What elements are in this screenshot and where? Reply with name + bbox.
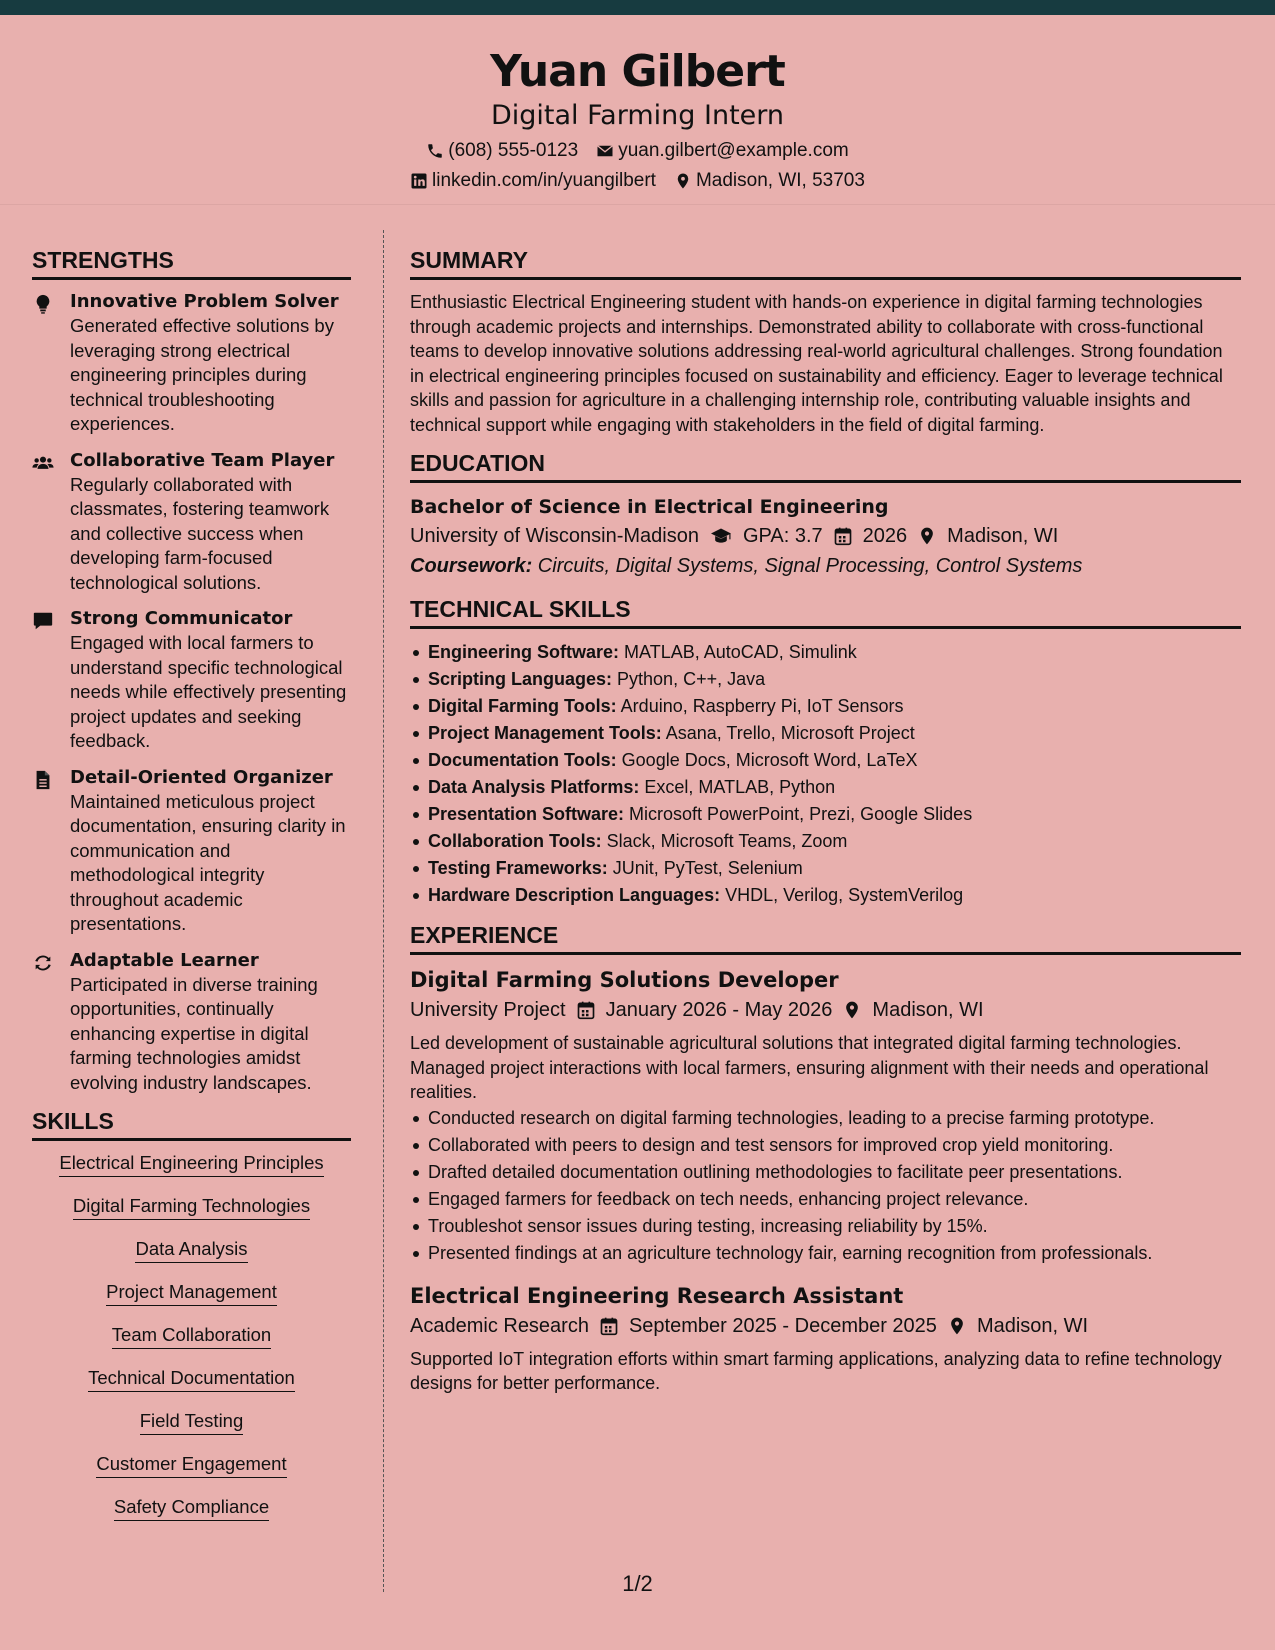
skill-tag: Team Collaboration — [112, 1323, 271, 1349]
list-item: Testing Frameworks: JUnit, PyTest, Selenium — [410, 855, 1241, 882]
job-dates: September 2025 - December 2025 — [628, 1314, 937, 1337]
phone-number: (608) 555-0123 — [448, 140, 579, 161]
linkedin-contact — [410, 169, 656, 193]
job-title: Digital Farming Solutions Developer — [410, 968, 839, 992]
job-meta — [410, 1311, 1241, 1341]
skills-list — [32, 1151, 351, 1538]
sync-icon — [32, 952, 54, 974]
education-heading: EDUCATION — [410, 449, 1241, 483]
linkedin-icon — [410, 172, 428, 190]
job-location: Madison, WI — [976, 1314, 1089, 1337]
strength-item — [32, 949, 351, 1096]
skill-tag: Data Analysis — [135, 1237, 247, 1263]
strength-item — [32, 449, 351, 596]
page-number: 1/2 — [622, 1571, 653, 1596]
job-organization: Academic Research — [410, 1314, 589, 1337]
graduation-year: 2026 — [862, 525, 908, 547]
summary-heading: SUMMARY — [410, 246, 1241, 280]
column-divider — [383, 230, 384, 1592]
strength-description: Engaged with local farmers to understand specific technological needs while effectively presenting project updates and seeking feedback. — [70, 632, 347, 751]
location-text: Madison, WI, 53703 — [695, 170, 865, 191]
strength-title: Collaborative Team Player — [70, 449, 335, 471]
experience-entry — [410, 965, 1241, 1267]
job-description: Supported IoT integration efforts within smart farming applications, analyzing data to refine technology designs for better performance. — [410, 1348, 1222, 1393]
skills-heading: SKILLS — [32, 1107, 351, 1141]
list-item: Presentation Software: Microsoft PowerPoint, Prezi, Google Slides — [410, 801, 1241, 828]
location-contact — [674, 169, 865, 193]
contact-row-1 — [0, 139, 1275, 163]
comment-icon — [32, 610, 54, 632]
left-column — [32, 246, 351, 1538]
skill-tag: Customer Engagement — [96, 1452, 286, 1478]
technical-skills-list — [410, 639, 1241, 909]
right-column — [410, 246, 1241, 1410]
list-item: Engineering Software: MATLAB, AutoCAD, Simulink — [410, 639, 1241, 666]
email-contact — [596, 139, 849, 163]
calendar-icon — [599, 1316, 619, 1336]
list-item: Troubleshot sensor issues during testing, increasing reliability by 15%. — [410, 1213, 1241, 1240]
job-title: Electrical Engineering Research Assistant — [410, 1283, 904, 1308]
phone-icon — [426, 142, 444, 160]
skill-tag: Technical Documentation — [88, 1366, 295, 1392]
skill-tag: Safety Compliance — [114, 1495, 269, 1521]
list-item: Data Analysis Platforms: Excel, MATLAB, Python — [410, 774, 1241, 801]
map-marker-icon — [947, 1316, 967, 1336]
strength-title: Detail-Oriented Organizer — [70, 766, 333, 788]
lightbulb-icon — [32, 293, 54, 315]
map-marker-icon — [917, 526, 937, 546]
map-marker-icon — [842, 1000, 862, 1020]
list-item: Presented findings at an agriculture technology fair, earning recognition from professionals. — [410, 1240, 1241, 1267]
experience-entry — [410, 1281, 1241, 1396]
list-item: Collaboration Tools: Slack, Microsoft Teams, Zoom — [410, 828, 1241, 855]
education-meta — [410, 521, 1241, 551]
experience-heading: EXPERIENCE — [410, 921, 1241, 955]
skill-tag: Digital Farming Technologies — [73, 1194, 310, 1220]
degree-title: Bachelor of Science in Electrical Engineering — [410, 496, 889, 518]
school-location: Madison, WI — [947, 525, 1059, 547]
technical-skills-heading: TECHNICAL SKILLS — [410, 595, 1241, 629]
header-separator — [0, 204, 1275, 205]
job-description: Led development of sustainable agricultural solutions that integrated digital farming technologies. Managed project interactions with local farmers, ensuring alignment with their needs and operational realities. — [410, 1033, 1209, 1102]
coursework-label: Coursework: — [410, 555, 533, 577]
linkedin-url: linkedin.com/in/yuangilbert — [432, 170, 656, 191]
calendar-icon — [576, 1000, 596, 1020]
list-item: Scripting Languages: Python, C++, Java — [410, 666, 1241, 693]
list-item: Conducted research on digital farming technologies, leading to a precise farming prototype. — [410, 1105, 1241, 1132]
list-item: Hardware Description Languages: VHDL, Verilog, SystemVerilog — [410, 882, 1241, 909]
list-item: Engaged farmers for feedback on tech needs, enhancing project relevance. — [410, 1186, 1241, 1213]
document-icon — [32, 769, 54, 791]
summary-text: Enthusiastic Electrical Engineering student with hands-on experience in digital farming technologies through academic projects and internships. Demonstrated ability to collaborate with cross-functional teams to develop innovative solutions addressing real-world agricultural challenges. Strong foundation in electrical engineering principles focused on sustainability and efficiency. Eager to leverage technical skills and passion for agriculture in a challenging internship role, contributing valuable insights and technical support while engaging with stakeholders in the field of digital farming. — [410, 292, 1223, 435]
list-item: Documentation Tools: Google Docs, Microsoft Word, LaTeX — [410, 747, 1241, 774]
calendar-icon — [833, 526, 853, 546]
strength-title: Adaptable Learner — [70, 949, 259, 971]
job-location: Madison, WI — [872, 999, 984, 1021]
candidate-role: Digital Farming Intern — [490, 100, 785, 131]
job-bullets — [410, 1105, 1241, 1267]
skill-tag: Electrical Engineering Principles — [59, 1151, 323, 1177]
strength-item — [32, 607, 351, 754]
email-address: yuan.gilbert@example.com — [618, 140, 849, 161]
strength-title: Strong Communicator — [70, 608, 293, 629]
list-item: Digital Farming Tools: Arduino, Raspberry Pi, IoT Sensors — [410, 693, 1241, 720]
strength-description: Participated in diverse training opportunities, continually enhancing expertise in digital farming technologies amidst evolving industry landscapes. — [70, 973, 318, 1093]
users-icon — [32, 452, 54, 474]
strength-description: Maintained meticulous project documentation, ensuring clarity in communication and methodological integrity throughout academic presentations. — [70, 790, 346, 934]
strength-item — [32, 766, 351, 937]
strength-item — [32, 290, 351, 437]
job-dates: January 2026 - May 2026 — [605, 999, 833, 1021]
envelope-icon — [596, 142, 614, 160]
strength-description: Generated effective solutions by leveraging strong electrical engineering principles during technical troubleshooting experiences. — [70, 315, 334, 434]
coursework-list: Circuits, Digital Systems, Signal Processing, Control Systems — [532, 555, 1083, 577]
contact-row-2 — [0, 169, 1275, 193]
job-meta — [410, 995, 1241, 1025]
list-item: Project Management Tools: Asana, Trello, Microsoft Project — [410, 720, 1241, 747]
candidate-name: Yuan Gilbert — [490, 46, 785, 97]
strength-title: Innovative Problem Solver — [70, 291, 339, 312]
strength-description: Regularly collaborated with classmates, fostering teamwork and collective success when developing farm-focused technological solutions. — [70, 473, 330, 593]
skill-tag: Project Management — [106, 1280, 277, 1306]
map-marker-icon — [674, 172, 692, 190]
resume-header — [0, 15, 1275, 205]
top-accent-bar — [0, 0, 1275, 15]
graduation-cap-icon — [709, 526, 733, 546]
gpa-value: GPA: 3.7 — [742, 525, 823, 547]
coursework — [410, 551, 1241, 581]
phone-contact — [426, 139, 578, 163]
list-item: Collaborated with peers to design and test sensors for improved crop yield monitoring. — [410, 1132, 1241, 1159]
list-item: Drafted detailed documentation outlining methodologies to facilitate peer presentations. — [410, 1159, 1241, 1186]
skill-tag: Field Testing — [140, 1409, 244, 1435]
job-organization: University Project — [410, 999, 566, 1021]
strengths-heading: STRENGTHS — [32, 246, 351, 280]
school-name: University of Wisconsin-Madison — [410, 525, 699, 547]
